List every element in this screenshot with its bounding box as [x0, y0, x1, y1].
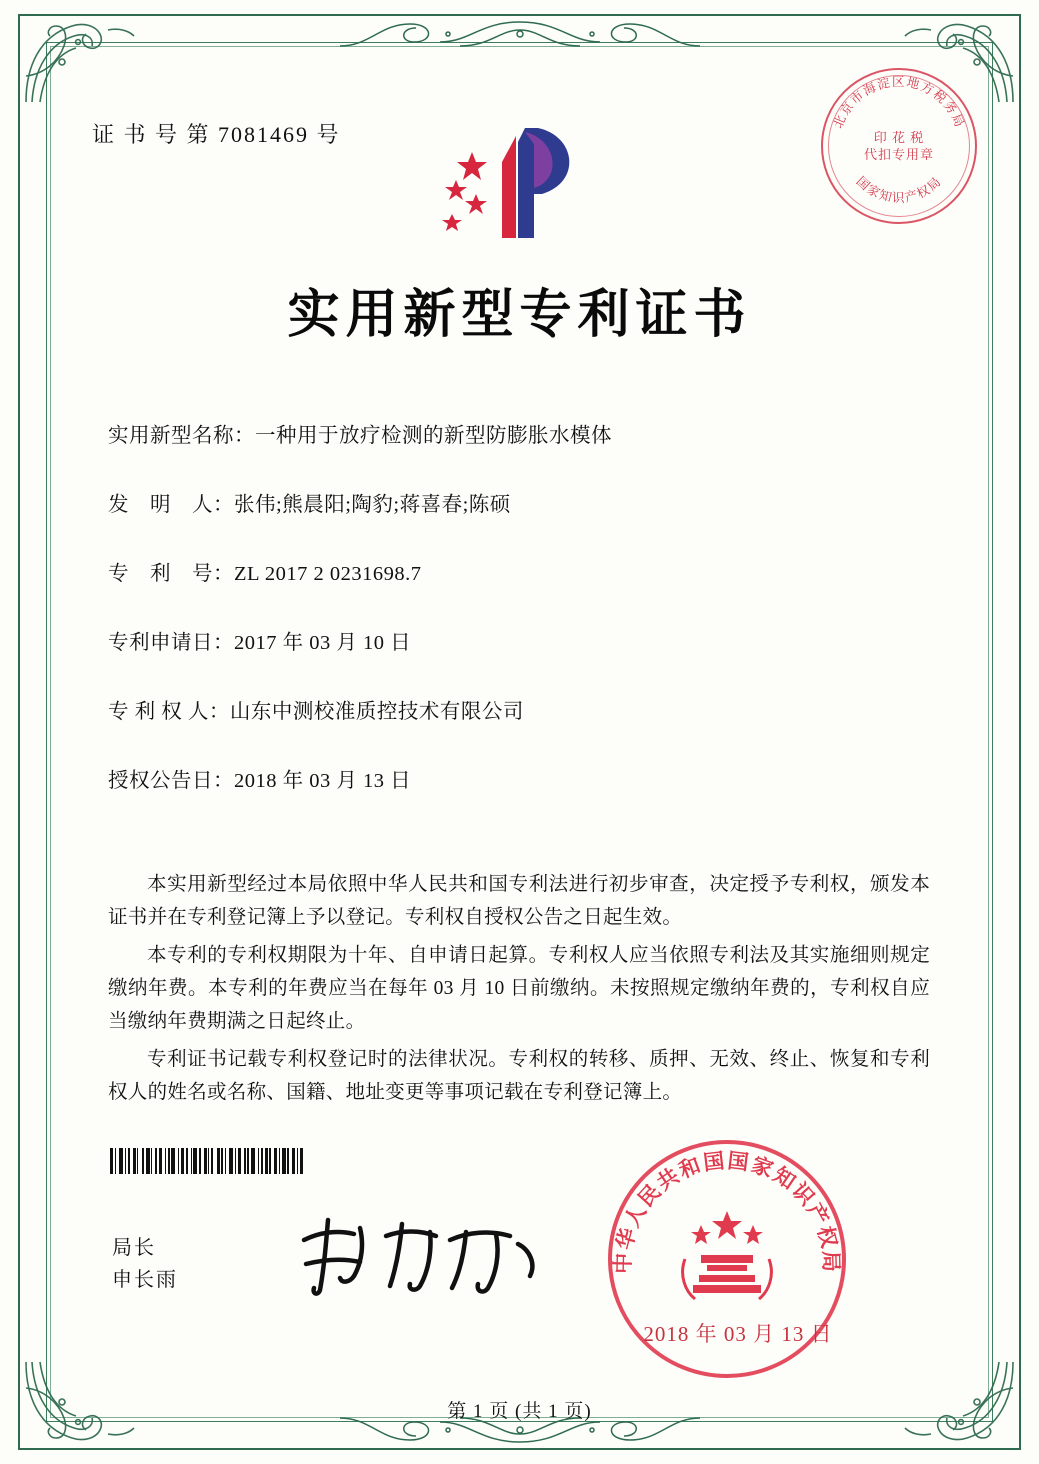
label-patent-number: 专 利 号： [108, 563, 234, 585]
tax-stamp-arc-top: 北京市海淀区地方税务局 [830, 75, 968, 131]
paragraph-1: 本实用新型经过本局依照中华人民共和国专利法进行初步审查，决定授予专利权，颁发本证书并在专利登记簿上予以登记。专利权自授权公告之日起生效。 [108, 874, 930, 928]
label-patentee: 专 利 权 人： [108, 701, 230, 723]
national-emblem-icon [671, 1203, 783, 1315]
director-name: 申长雨 [112, 1269, 178, 1291]
svg-text:北京市海淀区地方税务局 [831, 74, 967, 130]
tax-stamp [821, 68, 977, 224]
field-application-date [108, 625, 938, 655]
paragraph-3: 专利证书记载专利权登记时的法律状况。专利权的转移、质押、无效、终止、恢复和专利权人的姓名或名称、国籍、地址变更等事项记载在专利登记簿上。 [108, 1049, 930, 1103]
seal-date: 2018 年 03 月 13 日 [643, 1322, 833, 1346]
label-inventors: 发 明 人： [108, 494, 234, 516]
top-edge-ornament-icon [330, 12, 710, 54]
tax-stamp-line1: 印 花 税 [873, 130, 925, 145]
fields-section [108, 418, 938, 832]
signature-block [112, 1232, 178, 1296]
page-footer: 第 1 页 (共 1 页) [447, 1401, 592, 1422]
field-grant-announcement-date [108, 763, 938, 793]
label-grant-announcement-date: 授权公告日： [108, 770, 234, 792]
handwritten-signature-icon [290, 1210, 550, 1300]
tax-stamp-center [821, 129, 977, 163]
value-patent-number: ZL 2017 2 0231698.7 [234, 563, 422, 585]
seal-arc-label: 中华人民共和国国家知识产权局 [610, 1148, 844, 1275]
director-title-label: 局长 [112, 1237, 156, 1259]
certificate-number: 证 书 号 第 7081469 号 [92, 122, 341, 147]
tax-stamp-arc-bottom: 国家知识产权局 [853, 174, 945, 206]
svg-text:国家知识产权局 [854, 174, 945, 205]
label-utility-model-name: 实用新型名称： [108, 425, 255, 447]
value-application-date: 2017 年 03 月 10 日 [234, 632, 412, 654]
value-inventors: 张伟;熊晨阳;陶豹;蒋喜春;陈硕 [234, 494, 511, 516]
cnipa-logo-icon [430, 118, 610, 248]
tax-stamp-line2: 代扣专用章 [863, 147, 934, 162]
value-patentee: 山东中测校准质控技术有限公司 [229, 701, 524, 723]
barcode [110, 1148, 400, 1174]
paragraph-2: 本专利的专利权期限为十年、自申请日起算。专利权人应当依照专利法及其实施细则规定缴纳年费。本专利的年费应当在每年 03 月 10 日前缴纳。未按照规定缴纳年费的，专利权自应当缴纳年费期满之日起终止。 [108, 945, 930, 1032]
field-utility-model-name [108, 418, 938, 448]
page-title: 实用新型专利证书 [287, 287, 752, 344]
value-grant-announcement-date: 2018 年 03 月 13 日 [234, 770, 412, 792]
value-utility-model-name: 一种用于放疗检测的新型防膨胀水模体 [255, 425, 612, 447]
corner-ornament-icon [22, 16, 142, 106]
label-application-date: 专利申请日： [108, 632, 234, 654]
field-inventors [108, 487, 938, 517]
field-patent-number [108, 556, 938, 586]
body-text [108, 868, 930, 1114]
field-patentee [108, 694, 938, 724]
